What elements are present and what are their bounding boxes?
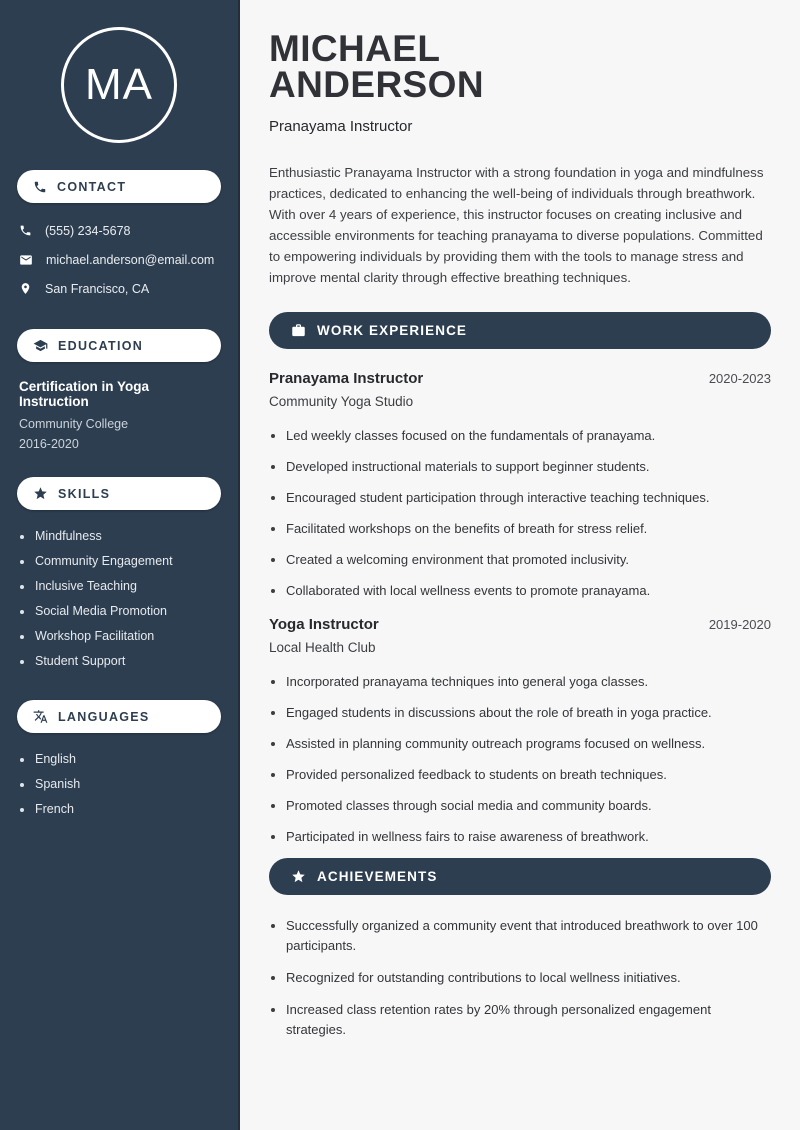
contact-phone-value: (555) 234-5678 — [45, 223, 131, 238]
achievements-list — [269, 916, 771, 1040]
job-dates: 2020-2023 — [708, 371, 771, 386]
achievement-bullet: Increased class retention rates by 20% through personalized engagement strategies. — [269, 1000, 771, 1040]
contact-phone-row — [17, 216, 221, 245]
job-bullet: Participated in wellness fairs to raise awareness of breathwork. — [269, 827, 771, 847]
skill-item: Inclusive Teaching — [19, 574, 221, 599]
language-item: French — [19, 797, 221, 822]
avatar — [61, 27, 177, 143]
sidebar — [0, 0, 240, 1130]
job-bullet: Encouraged student participation through interactive teaching techniques. — [269, 488, 771, 508]
job-role: Yoga Instructor — [269, 616, 379, 633]
job-bullet: Facilitated workshops on the benefits of breath for stress relief. — [269, 519, 771, 539]
contact-email-value: michael.anderson@email.com — [46, 252, 215, 267]
graduation-cap-icon — [33, 338, 48, 353]
languages-section-title: LANGUAGES — [58, 709, 150, 724]
briefcase-icon — [291, 323, 306, 338]
candidate-name — [269, 28, 771, 105]
skill-item: Mindfulness — [19, 524, 221, 549]
translate-icon — [33, 709, 48, 724]
languages-list — [17, 747, 221, 822]
job-entry — [269, 370, 771, 601]
avatar-initials: MA — [85, 60, 153, 109]
map-pin-icon — [19, 282, 32, 295]
education-entry — [17, 379, 221, 451]
education-years: 2016-2020 — [19, 437, 79, 451]
contact-section-header — [17, 170, 221, 203]
job-bullet: Led weekly classes focused on the fundamentals of pranayama. — [269, 426, 771, 446]
work-experience-section-title: WORK EXPERIENCE — [317, 323, 468, 338]
education-school: Community College — [19, 417, 129, 431]
job-entry — [269, 616, 771, 847]
achievement-bullet: Successfully organized a community event that introduced breathwork to over 100 participants. — [269, 916, 771, 956]
achievements-section-header — [269, 858, 771, 895]
education-section-title: EDUCATION — [58, 338, 144, 353]
language-item: Spanish — [19, 772, 221, 797]
phone-icon — [19, 224, 32, 237]
contact-section-title: CONTACT — [57, 179, 127, 194]
star-icon — [291, 869, 306, 884]
star-icon — [33, 486, 48, 501]
professional-summary: Enthusiastic Pranayama Instructor with a strong foundation in yoga and mindfulness practices, dedicated to enhancing the well-being of individuals through breathwork. With over 4 years of experience, this instructor focuses on creating inclusive and accessible environments for teaching pranayama to diverse populations. Committed to empowering individuals by providing them with the tools to manage stress and improve mental clarity through effective breathing techniques. — [269, 165, 764, 285]
job-bullet-list — [269, 672, 771, 847]
contact-email-row — [17, 245, 221, 274]
skill-item: Community Engagement — [19, 549, 221, 574]
contact-location-value: San Francisco, CA — [45, 281, 150, 296]
languages-section-header — [17, 700, 221, 733]
job-company: Local Health Club — [269, 640, 376, 655]
language-item: English — [19, 747, 221, 772]
contact-location-row — [17, 274, 221, 303]
candidate-first-name: MICHAEL — [269, 28, 441, 69]
job-bullet: Collaborated with local wellness events to promote pranayama. — [269, 581, 771, 601]
skill-item: Workshop Facilitation — [19, 624, 221, 649]
job-bullet: Provided personalized feedback to students on breath techniques. — [269, 765, 771, 785]
achievement-bullet: Recognized for outstanding contributions to local wellness initiatives. — [269, 968, 771, 988]
skill-item: Student Support — [19, 649, 221, 674]
candidate-last-name: ANDERSON — [269, 64, 484, 105]
job-role: Pranayama Instructor — [269, 370, 424, 387]
phone-icon — [33, 180, 47, 194]
job-bullet: Created a welcoming environment that promoted inclusivity. — [269, 550, 771, 570]
job-dates: 2019-2020 — [708, 617, 771, 632]
envelope-icon — [19, 253, 33, 267]
skills-list — [17, 524, 221, 674]
work-experience-section-header — [269, 312, 771, 349]
candidate-title: Pranayama Instructor — [269, 118, 413, 135]
education-section-header — [17, 329, 221, 362]
job-header — [269, 616, 771, 633]
job-bullet: Assisted in planning community outreach programs focused on wellness. — [269, 734, 771, 754]
main-content — [240, 0, 800, 1130]
job-company: Community Yoga Studio — [269, 394, 414, 409]
job-bullet: Developed instructional materials to support beginner students. — [269, 457, 771, 477]
skill-item: Social Media Promotion — [19, 599, 221, 624]
skills-section-header — [17, 477, 221, 510]
contact-list — [17, 216, 221, 303]
job-header — [269, 370, 771, 387]
skills-section-title: SKILLS — [58, 486, 111, 501]
job-bullet: Engaged students in discussions about the role of breath in yoga practice. — [269, 703, 771, 723]
job-bullet: Promoted classes through social media and community boards. — [269, 796, 771, 816]
education-degree: Certification in Yoga Instruction — [19, 379, 150, 409]
job-bullet-list — [269, 426, 771, 601]
job-bullet: Incorporated pranayama techniques into general yoga classes. — [269, 672, 771, 692]
achievements-section-title: ACHIEVEMENTS — [317, 869, 438, 884]
